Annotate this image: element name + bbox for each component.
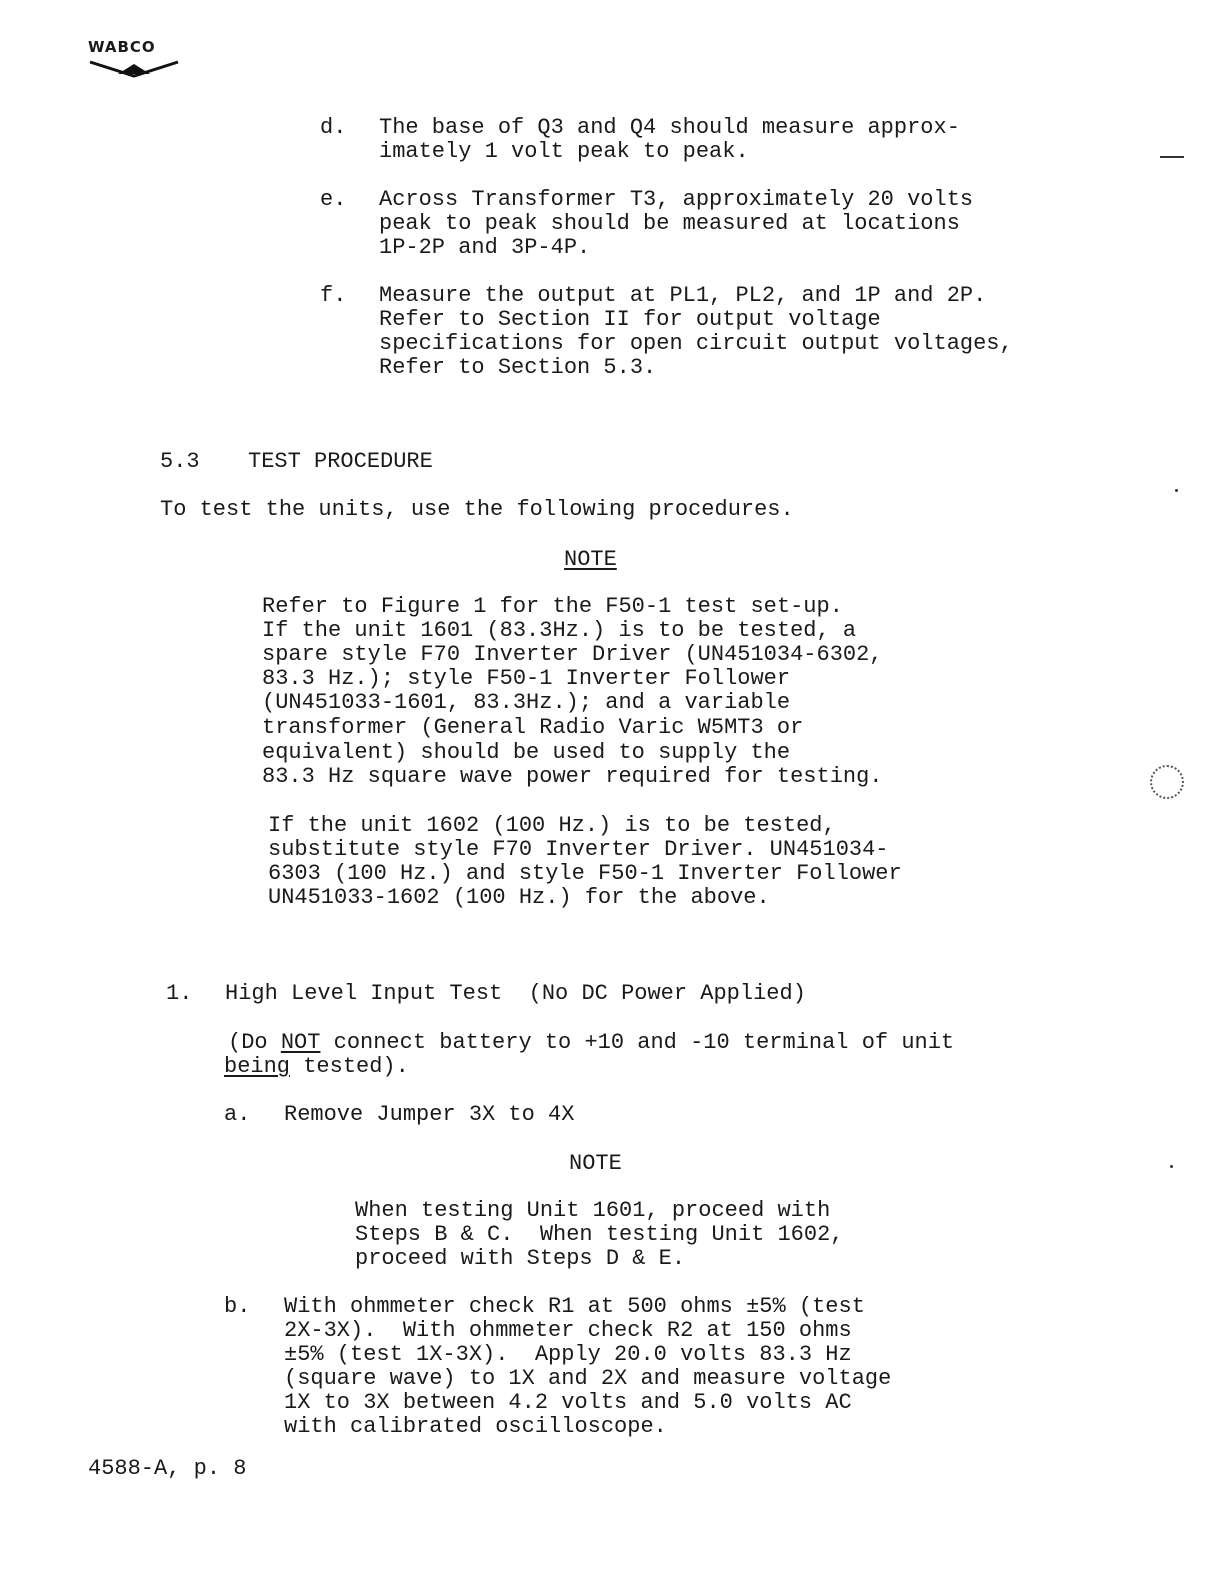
- note-1-p2-line-3: 6303 (100 Hz.) and style F50-1 Inverter Follower: [268, 861, 902, 886]
- warning-not: NOT: [280, 1030, 321, 1055]
- item-d-letter: d.: [320, 115, 347, 140]
- step-b-line-6: with calibrated oscilloscope.: [284, 1414, 667, 1439]
- note-1-line-3: spare style F70 Inverter Driver (UN451034-6302,: [262, 642, 883, 667]
- note-1-title: NOTE: [564, 547, 617, 572]
- note-2-title: NOTE: [569, 1151, 622, 1176]
- note-1-p2-line-1: If the unit 1602 (100 Hz.) is to be tested,: [268, 813, 836, 838]
- item-f-line-1: Measure the output at PL1, PL2, and 1P and 2P.: [379, 283, 987, 308]
- scan-speck: [1175, 489, 1178, 492]
- logo-chevron-icon: [88, 58, 180, 80]
- note-1-line-7: equivalent) should be used to supply the: [262, 740, 791, 765]
- test-1-title: High Level Input Test (No DC Power Applied): [225, 981, 806, 1006]
- note-1-line-1: Refer to Figure 1 for the F50-1 test set-up.: [262, 594, 843, 619]
- item-f-letter: f.: [320, 283, 347, 308]
- step-b-line-4: (square wave) to 1X and 2X and measure voltage: [284, 1366, 892, 1391]
- scan-hole-mark: [1150, 765, 1184, 799]
- warning-being: being: [224, 1054, 291, 1079]
- step-b-line-3: ±5% (test 1X-3X). Apply 20.0 volts 83.3 Hz: [284, 1342, 852, 1367]
- scan-mark: [1160, 156, 1184, 158]
- item-e-line-3: 1P-2P and 3P-4P.: [379, 235, 591, 260]
- item-d-line-1: The base of Q3 and Q4 should measure approx-: [379, 115, 960, 140]
- test-1-warning-line-2: [224, 1055, 409, 1080]
- item-f-line-3: specifications for open circuit output voltages,: [379, 331, 1013, 356]
- warning-post: connect battery to +10 and -10 terminal of unit: [320, 1030, 955, 1055]
- wabco-logo: [88, 38, 183, 82]
- page-reference: 4588-A, p. 8: [88, 1456, 247, 1481]
- step-b-line-2: 2X-3X). With ohmmeter check R2 at 150 ohms: [284, 1318, 852, 1343]
- note-2-line-2: Steps B & C. When testing Unit 1602,: [355, 1222, 844, 1247]
- note-2-line-1: When testing Unit 1601, proceed with: [355, 1198, 831, 1223]
- step-b-letter: b.: [224, 1294, 251, 1319]
- item-e-line-1: Across Transformer T3, approximately 20 volts: [379, 187, 974, 212]
- warning-pre: (Do: [228, 1030, 281, 1055]
- note-2-line-3: proceed with Steps D & E.: [355, 1246, 686, 1271]
- step-a-letter: a.: [224, 1102, 251, 1127]
- section-intro: To test the units, use the following procedures.: [160, 497, 794, 522]
- test-1-warning-line-1: [228, 1031, 954, 1056]
- section-title: TEST PROCEDURE: [248, 449, 433, 474]
- item-f-line-2: Refer to Section II for output voltage: [379, 307, 881, 332]
- note-1-p2-line-4: UN451033-1602 (100 Hz.) for the above.: [268, 885, 770, 910]
- test-1-number: 1.: [166, 981, 193, 1006]
- section-number: 5.3: [160, 449, 200, 474]
- note-1-line-6: transformer (General Radio Varic W5MT3 or: [262, 715, 804, 740]
- step-b-line-1: With ohmmeter check R1 at 500 ohms ±5% (test: [284, 1294, 865, 1319]
- step-a-text: Remove Jumper 3X to 4X: [284, 1102, 575, 1127]
- note-1-line-2: If the unit 1601 (83.3Hz.) is to be tested, a: [262, 618, 857, 643]
- note-1-line-4: 83.3 Hz.); style F50-1 Inverter Follower: [262, 666, 791, 691]
- item-e-letter: e.: [320, 187, 347, 212]
- item-d-line-2: imately 1 volt peak to peak.: [379, 139, 749, 164]
- item-e-line-2: peak to peak should be measured at locations: [379, 211, 960, 236]
- item-f-line-4: Refer to Section 5.3.: [379, 355, 657, 380]
- warning-tested: tested).: [290, 1054, 409, 1079]
- scan-speck: [1170, 1165, 1173, 1168]
- note-1-line-5: (UN451033-1601, 83.3Hz.); and a variable: [262, 690, 791, 715]
- note-1-line-8: 83.3 Hz square wave power required for testing.: [262, 764, 883, 789]
- note-1-p2-line-2: substitute style F70 Inverter Driver. UN451034-: [268, 837, 889, 862]
- logo-text: WABCO: [88, 38, 156, 56]
- step-b-line-5: 1X to 3X between 4.2 volts and 5.0 volts AC: [284, 1390, 852, 1415]
